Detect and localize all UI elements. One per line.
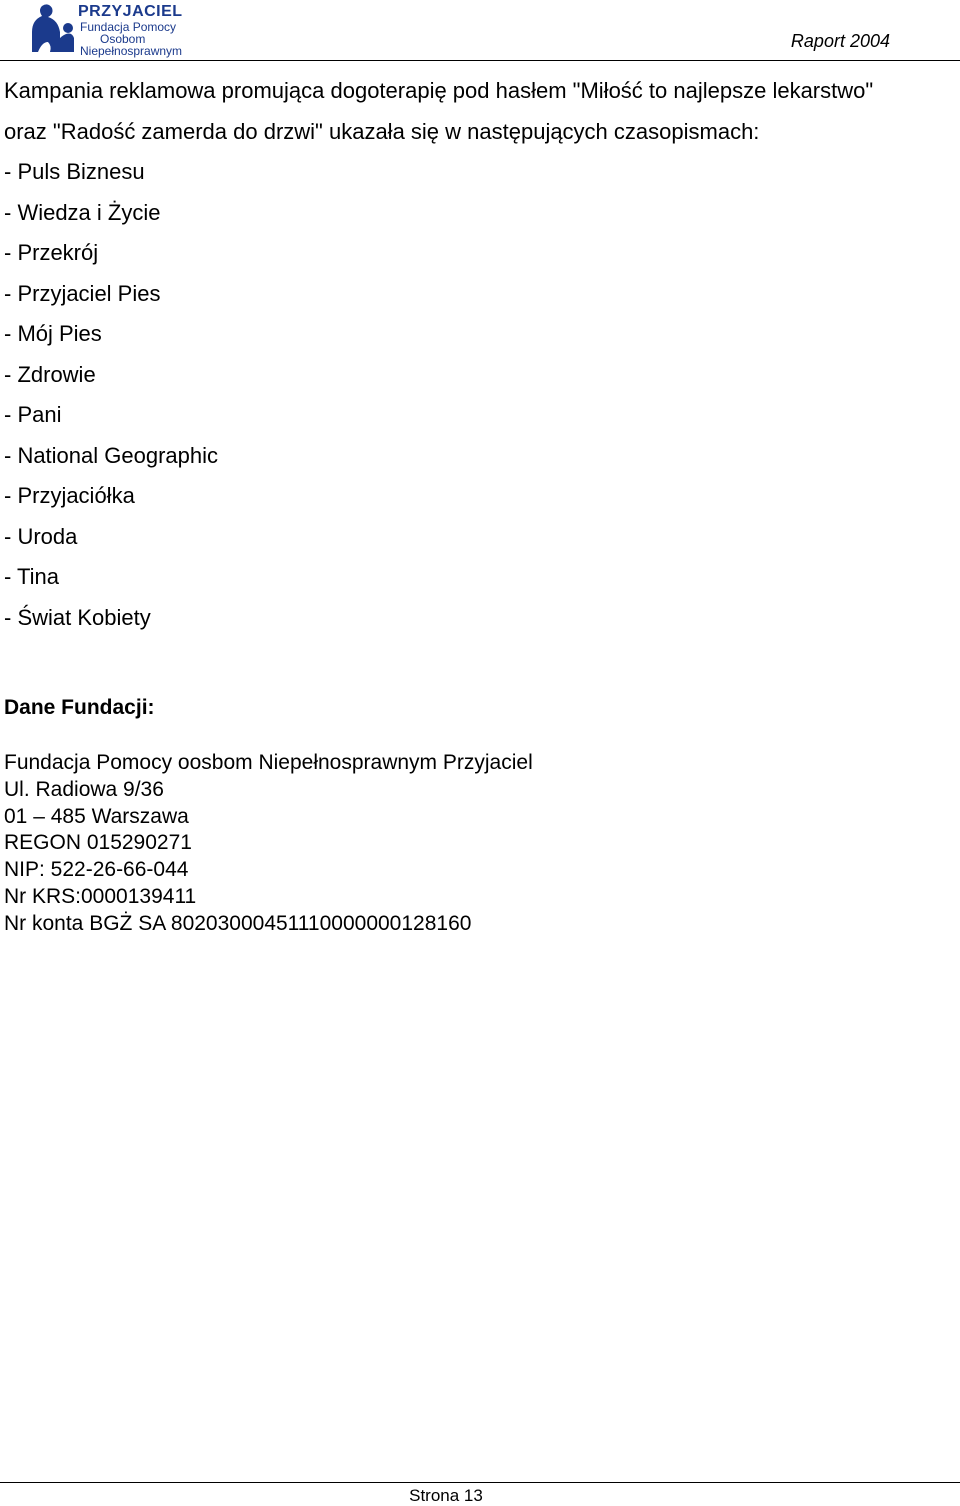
magazine-item: - Przekrój bbox=[4, 240, 99, 265]
foundation-detail-line: Fundacja Pomocy oosbom Niepełnosprawnym Przyjaciel bbox=[4, 751, 533, 774]
foundation-detail-line: Ul. Radiowa 9/36 bbox=[4, 777, 164, 801]
magazine-item: - Puls Biznesu bbox=[4, 159, 145, 184]
foundation-detail-line: REGON 015290271 bbox=[4, 831, 192, 855]
footer-divider bbox=[0, 1482, 960, 1483]
magazine-item: - National Geographic bbox=[4, 442, 219, 468]
foundation-details bbox=[4, 750, 533, 938]
logo-line1: PRZYJACIEL bbox=[78, 3, 183, 20]
magazine-item: - Przyjaciel Pies bbox=[4, 280, 161, 306]
magazine-item: - Pani bbox=[4, 402, 62, 427]
logo-line3: Osobom bbox=[100, 32, 146, 46]
magazine-item: - Zdrowie bbox=[4, 361, 96, 387]
logo-line4: Niepełnosprawnym bbox=[80, 44, 183, 58]
magazine-item: - Przyjaciółka bbox=[4, 483, 135, 508]
magazine-item: - Mój Pies bbox=[4, 321, 102, 346]
intro-line: oraz "Radość zamerda do drzwi" ukazała się w następujących czasopismach: bbox=[4, 118, 760, 144]
logo-text bbox=[78, 4, 183, 57]
foundation-detail-line: Nr konta BGŻ SA 80203000451110000000128160 bbox=[4, 911, 472, 935]
intro-line: Kampania reklamowa promująca dogoterapię pod hasłem "Miłość to najlepsze lekarstwo" bbox=[4, 78, 874, 103]
magazine-item: - Tina bbox=[4, 564, 60, 589]
foundation-title: Dane Fundacji: bbox=[4, 696, 155, 719]
magazine-item: - Wiedza i Życie bbox=[4, 199, 161, 225]
page-number: Strona 13 bbox=[409, 1486, 483, 1505]
magazine-item: - Uroda bbox=[4, 523, 78, 549]
page-header bbox=[0, 0, 960, 60]
header-divider bbox=[0, 60, 960, 61]
magazine-item: - Świat Kobiety bbox=[4, 604, 151, 630]
foundation-detail-line: NIP: 522-26-66-044 bbox=[4, 858, 189, 882]
campaign-section bbox=[4, 75, 954, 642]
logo-line2: Fundacja Pomocy bbox=[80, 20, 177, 34]
foundation-detail-line: Nr KRS:0000139411 bbox=[4, 884, 197, 908]
foundation-detail-line: 01 – 485 Warszawa bbox=[4, 804, 189, 828]
report-title: Raport 2004 bbox=[790, 31, 890, 51]
